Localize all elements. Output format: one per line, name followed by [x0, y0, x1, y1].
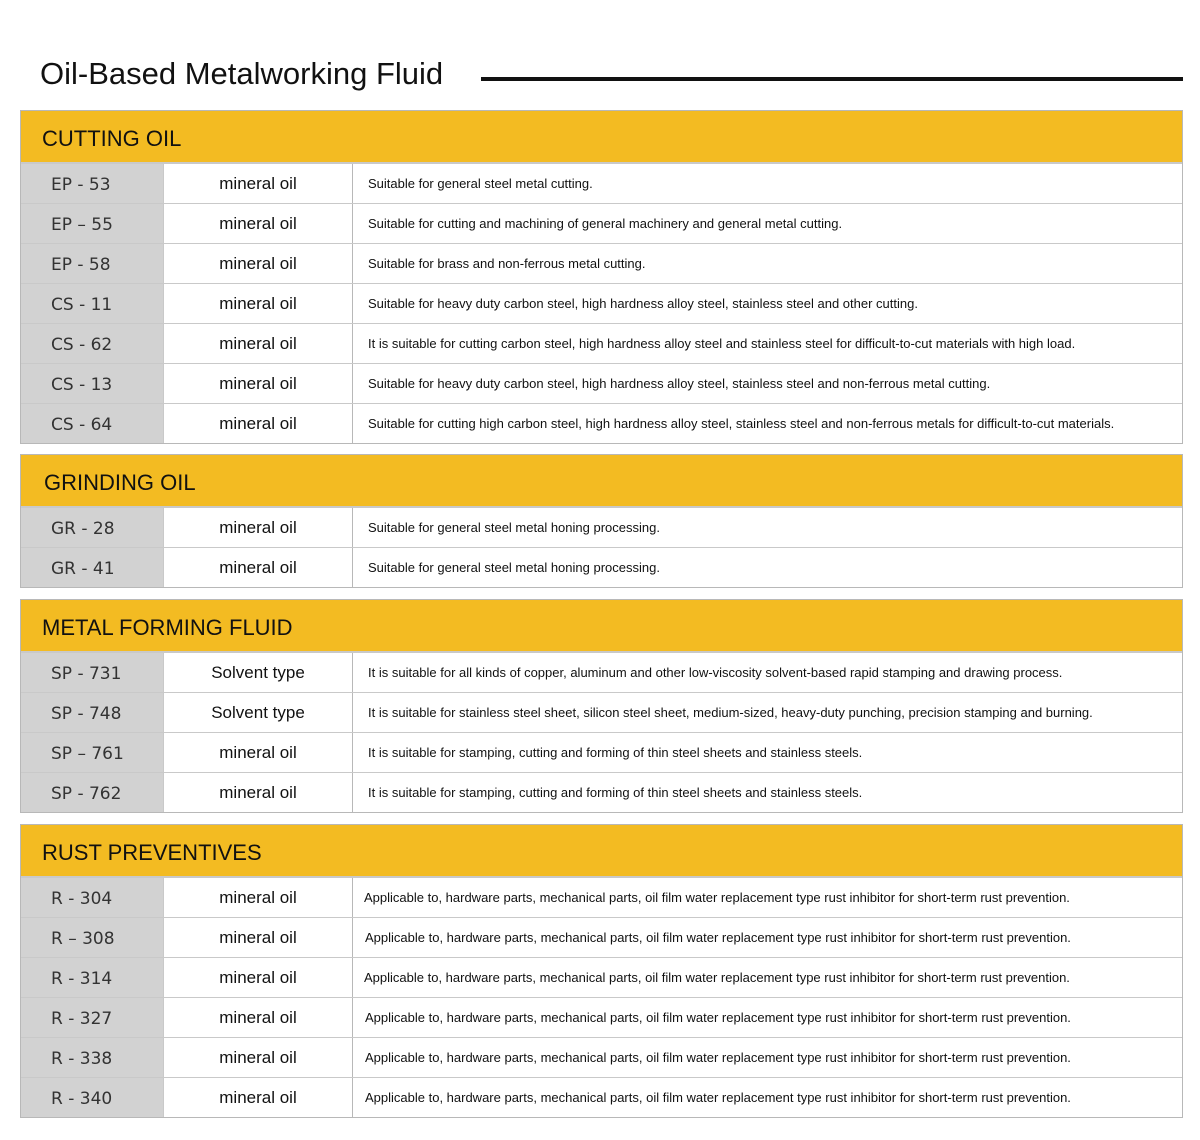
table-row: [21, 163, 1182, 203]
product-code: GR - 28: [21, 508, 164, 547]
table-row: [21, 732, 1182, 772]
section-rust-preventives: [20, 824, 1183, 1118]
product-description: Suitable for heavy duty carbon steel, high hardness alloy steel, stainless steel and non-ferrous metal cutting.: [368, 376, 991, 391]
table-row: [21, 363, 1182, 403]
section-metal-forming-fluid: [20, 599, 1183, 813]
product-type: Solvent type: [164, 653, 353, 692]
table-row: [21, 652, 1182, 692]
product-type: mineral oil: [164, 284, 353, 323]
product-type: mineral oil: [164, 204, 353, 243]
page-title: Oil-Based Metalworking Fluid: [40, 56, 444, 91]
product-type: mineral oil: [164, 733, 353, 772]
product-code: R - 314: [21, 958, 164, 997]
product-code: CS - 62: [21, 324, 164, 363]
product-code: R – 308: [21, 918, 164, 957]
section-heading-bar: [21, 600, 1182, 652]
product-code: CS - 13: [21, 364, 164, 403]
product-description: Applicable to, hardware parts, mechanical parts, oil film water replacement type rust inhibitor for short-term rust prevention.: [364, 970, 1070, 985]
table-row: [21, 323, 1182, 363]
product-description: Suitable for general steel metal cutting.: [368, 176, 593, 191]
product-type: mineral oil: [164, 918, 353, 957]
section-heading-bar: [21, 111, 1182, 163]
product-code: GR - 41: [21, 548, 164, 587]
table-row: [21, 877, 1182, 917]
product-description: It is suitable for stamping, cutting and forming of thin steel sheets and stainless steels.: [368, 785, 863, 800]
product-type: mineral oil: [164, 773, 353, 812]
table-row: [21, 997, 1182, 1037]
product-description: Applicable to, hardware parts, mechanical parts, oil film water replacement type rust inhibitor for short-term rust prevention.: [365, 930, 1071, 945]
table-row: [21, 957, 1182, 997]
section-heading: GRINDING OIL: [44, 470, 196, 495]
product-description: Suitable for general steel metal honing processing.: [368, 560, 660, 575]
section-heading: RUST PREVENTIVES: [42, 840, 262, 865]
product-code: CS - 64: [21, 404, 164, 443]
product-type: mineral oil: [164, 998, 353, 1037]
table-row: [21, 283, 1182, 323]
section-grinding-oil: [20, 454, 1183, 588]
table-row: [21, 772, 1182, 812]
table-row: [21, 692, 1182, 732]
product-type: mineral oil: [164, 958, 353, 997]
product-type: Solvent type: [164, 693, 353, 732]
product-code: R - 340: [21, 1078, 164, 1117]
product-type: mineral oil: [164, 508, 353, 547]
section-heading: METAL FORMING FLUID: [42, 615, 293, 640]
product-code: SP - 748: [21, 693, 164, 732]
product-type: mineral oil: [164, 548, 353, 587]
section-cutting-oil: [20, 110, 1183, 444]
product-type: mineral oil: [164, 1078, 353, 1117]
product-description: Suitable for general steel metal honing processing.: [368, 520, 660, 535]
page-header: [0, 0, 1200, 110]
table-row: [21, 917, 1182, 957]
product-type: mineral oil: [164, 1038, 353, 1077]
product-code: SP - 731: [21, 653, 164, 692]
product-code: CS - 11: [21, 284, 164, 323]
product-code: R - 327: [21, 998, 164, 1037]
table-row: [21, 507, 1182, 547]
product-description: Suitable for brass and non-ferrous metal cutting.: [368, 256, 646, 271]
product-description: It is suitable for cutting carbon steel, high hardness alloy steel and stainless steel for difficult-to-cut materials with high load.: [368, 336, 1076, 351]
product-description: Applicable to, hardware parts, mechanical parts, oil film water replacement type rust inhibitor for short-term rust prevention.: [365, 1010, 1071, 1025]
product-description: Suitable for cutting high carbon steel, high hardness alloy steel, stainless steel and non-ferrous metals for difficult-to-cut materials.: [368, 416, 1115, 431]
product-code: R - 304: [21, 878, 164, 917]
product-description: It is suitable for stamping, cutting and forming of thin steel sheets and stainless steels.: [368, 745, 863, 760]
product-description: Applicable to, hardware parts, mechanical parts, oil film water replacement type rust inhibitor for short-term rust prevention.: [364, 890, 1070, 905]
product-type: mineral oil: [164, 244, 353, 283]
title-rule: [481, 77, 1183, 81]
product-code: R - 338: [21, 1038, 164, 1077]
product-type: mineral oil: [164, 164, 353, 203]
product-type: mineral oil: [164, 878, 353, 917]
product-description: Applicable to, hardware parts, mechanical parts, oil film water replacement type rust inhibitor for short-term rust prevention.: [365, 1090, 1071, 1105]
table-row: [21, 1077, 1182, 1117]
section-heading-bar: [21, 825, 1182, 877]
product-description: It is suitable for stainless steel sheet, silicon steel sheet, medium-sized, heavy-duty punching, precision stamping and burning.: [368, 705, 1093, 720]
section-heading: CUTTING OIL: [42, 126, 182, 151]
product-code: EP – 55: [21, 204, 164, 243]
product-description: Suitable for cutting and machining of general machinery and general metal cutting.: [368, 216, 843, 231]
product-code: EP - 58: [21, 244, 164, 283]
product-code: EP - 53: [21, 164, 164, 203]
product-type: mineral oil: [164, 364, 353, 403]
product-description: Suitable for heavy duty carbon steel, high hardness alloy steel, stainless steel and other cutting.: [368, 296, 918, 311]
product-description: Applicable to, hardware parts, mechanical parts, oil film water replacement type rust inhibitor for short-term rust prevention.: [365, 1050, 1071, 1065]
table-row: [21, 403, 1182, 443]
product-type: mineral oil: [164, 404, 353, 443]
table-row: [21, 203, 1182, 243]
product-code: SP – 761: [21, 733, 164, 772]
product-type: mineral oil: [164, 324, 353, 363]
table-row: [21, 547, 1182, 587]
table-row: [21, 243, 1182, 283]
section-heading-bar: [21, 455, 1182, 507]
table-row: [21, 1037, 1182, 1077]
product-code: SP - 762: [21, 773, 164, 812]
product-description: It is suitable for all kinds of copper, aluminum and other low-viscosity solvent-based rapid stamping and drawing process.: [368, 665, 1063, 680]
